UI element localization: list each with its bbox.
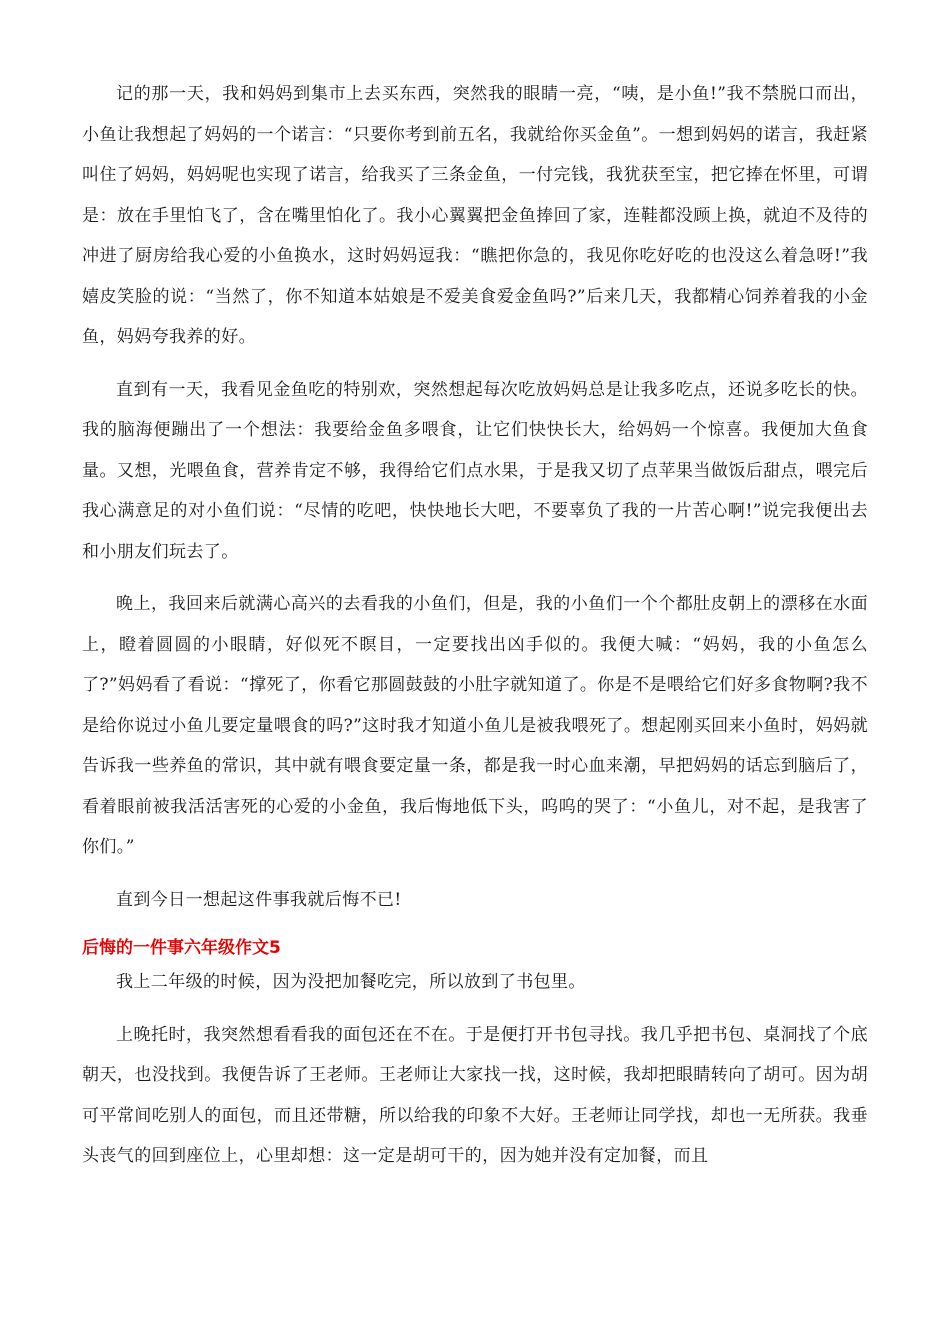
paragraph-missing-bread: 上晚托时，我突然想看看我的面包还在不在。于是便打开书包寻找。我几乎把书包、桌洞找了个底朝天，也没找到。我便告诉了王老师。王老师让大家找一找，这时候，我却把眼睛转向了胡可。因为胡可平常间吃别人的面包，而且还带糖，所以给我的印象不大好。王老师让同学找，却也一无所获。我垂头丧气的回到座位上，心里却想：这一定是胡可干的，因为她并没有定加餐，而且 xyxy=(82,1024,868,1166)
paragraph-overfeeding: 直到有一天，我看见金鱼吃的特别欢，突然想起每次吃放妈妈总是让我多吃点，还说多吃长的快。我的脑海便蹦出了一个想法：我要给金鱼多喂食，让它们快快长大，给妈妈一个惊喜。我便加大鱼食量。又想，光喂鱼食，营养肯定不够，我得给它们点水果，于是我又切了点苹果当做饭后甜点，喂完后我心满意足的对小鱼们说：“尽情的吃吧，快快地长大吧，不要辜负了我的一片苦心啊!”说完我便出去和小朋友们玩去了。 xyxy=(82,379,868,562)
paragraph-fish-died: 晚上，我回来后就满心高兴的去看我的小鱼们，但是，我的小鱼们一个个都肚皮朝上的漂移在水面上，瞪着圆圆的小眼睛，好似死不瞑目，一定要找出凶手似的。我便大喊：“妈妈，我的小鱼怎么了?”妈妈看了看说：“撑死了，你看它那圆鼓鼓的小肚字就知道了。你是不是喂给它们好多食物啊?我不是给你说过小鱼儿要定量喂食的吗?”这时我才知道小鱼儿是被我喂死了。想起刚买回来小鱼时，妈妈就告诉我一些养鱼的常识，其中就有喂食要定量一条，都是我一时心血来潮，早把妈妈的话忘到脑后了，看着眼前被我活活害死的心爱的小金鱼，我后悔地低下头，呜呜的哭了：“小鱼儿，对不起，是我害了你们。” xyxy=(82,594,868,857)
paragraph-second-grade: 我上二年级的时候，因为没把加餐吃完，所以放到了书包里。 xyxy=(116,972,586,992)
paragraph-regret: 直到今日一想起这件事我就后悔不已! xyxy=(116,889,402,910)
paragraph-buying-goldfish: 记的那一天，我和妈妈到集市上去买东西，突然我的眼睛一亮，“咦，是小鱼!”我不禁脱口而出，小鱼让我想起了妈妈的一个诺言：“只要你考到前五名，我就给你买金鱼”。一想到妈妈的诺言，我赶紧叫住了妈妈，妈妈呢也实现了诺言，给我买了三条金鱼，一付完钱，我犹获至宝，把它捧在怀里，可谓是：放在手里怕飞了，含在嘴里怕化了。我小心翼翼把金鱼捧回了家，连鞋都没顾上换，就迫不及待的冲进了厨房给我心爱的小鱼换水，这时妈妈逗我：“瞧把你急的，我见你吃好吃的也没这么着急呀!”我嬉皮笑脸的说：“当然了，你不知道本姑娘是不爱美食爱金鱼吗?”后来几天，我都精心饲养着我的小金鱼，妈妈夸我养的好。 xyxy=(82,84,868,347)
document-page xyxy=(82,74,868,1177)
section-heading: 后悔的一件事六年级作文5 xyxy=(82,938,281,958)
